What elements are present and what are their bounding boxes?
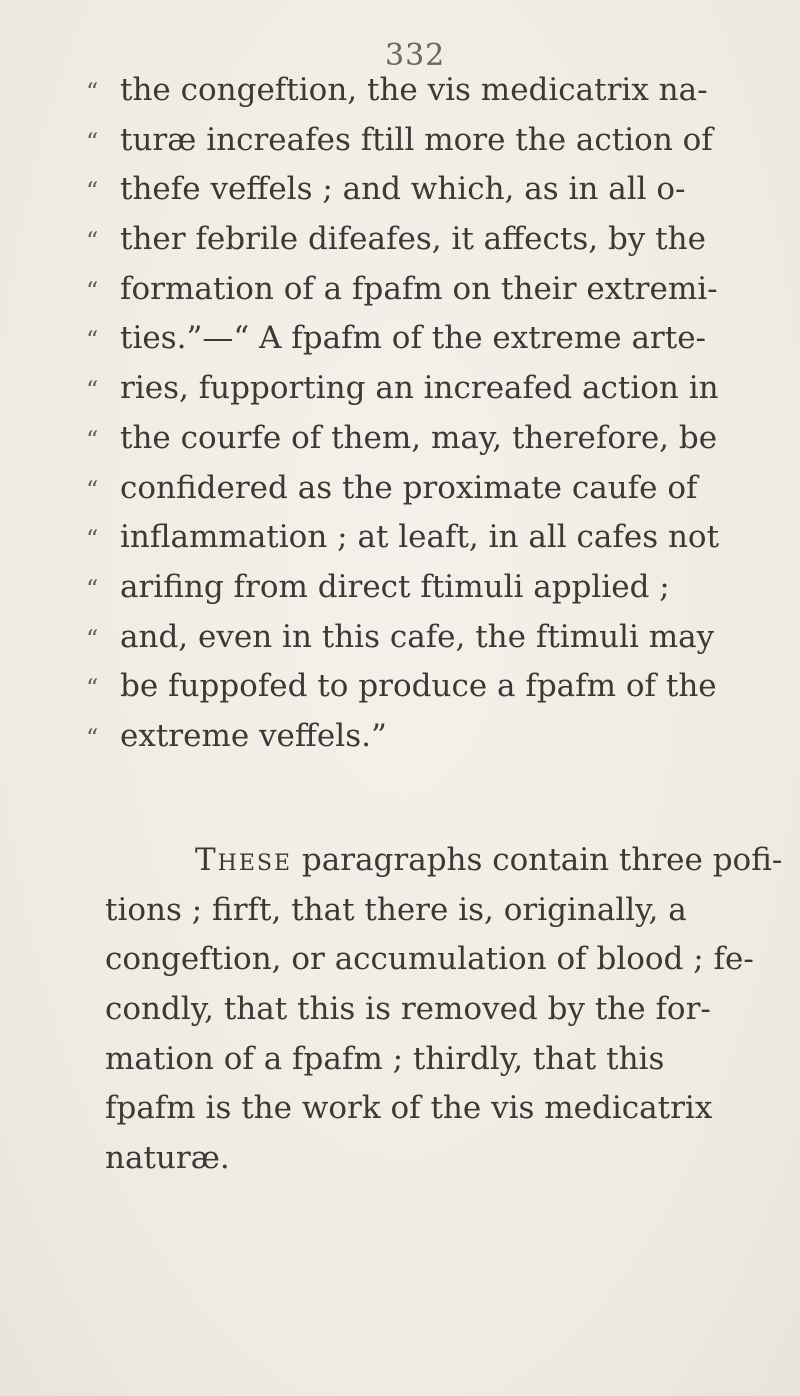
quote-mark: “ — [86, 227, 99, 256]
quote-mark: “ — [86, 127, 99, 156]
quote-line: “ ries, fupporting an increafed action in — [86, 364, 776, 414]
quote-line: “ ties.”—“ A fpafm of the extreme arte- — [86, 314, 776, 364]
quote-line: “ confidered as the proximate caufe of — [86, 464, 776, 514]
lead-word: These — [195, 842, 293, 878]
quote-line: “ be fuppofed to produce a fpafm of the — [86, 662, 776, 712]
quote-mark: “ — [86, 425, 99, 454]
quote-mark: “ — [86, 574, 99, 603]
quote-line: “ and, even in this cafe, the ftimuli may — [86, 613, 776, 663]
page-number: 332 — [385, 38, 446, 73]
quote-mark: “ — [86, 723, 99, 752]
quote-mark: “ — [86, 78, 99, 106]
quote-mark: “ — [86, 276, 99, 305]
quote-line: “ the courfe of them, may, therefore, be — [86, 414, 776, 464]
body-paragraph — [105, 836, 783, 1184]
quote-line: “ inflammation ; at leaft, in all cafes not — [86, 513, 776, 563]
quote-line: “ the congeftion, the vis medicatrix na- — [86, 66, 776, 116]
quote-mark: “ — [86, 674, 99, 703]
paragraph-line: fpafm is the work of the vis medicatrix — [105, 1090, 713, 1127]
paragraph-line: naturæ. — [105, 1140, 230, 1177]
quote-mark: “ — [86, 624, 99, 653]
quote-line: “ turæ increafes ftill more the action of — [86, 116, 776, 166]
quote-line: “ formation of a fpafm on their extremi- — [86, 265, 776, 315]
paragraph-line: These paragraphs contain three pofi- — [195, 842, 783, 878]
paragraph-line: condly, that this is removed by the for- — [105, 991, 711, 1028]
quote-line: “ ther febrile difeafes, it affects, by the — [86, 215, 776, 265]
quoted-passage — [86, 66, 776, 762]
quote-line: “ extreme veffels.” — [86, 712, 776, 762]
paragraph-line: tions ; firft, that there is, originally, a — [105, 891, 687, 928]
paragraph-line: mation of a fpafm ; thirdly, that this — [105, 1040, 665, 1077]
quote-mark: “ — [86, 177, 99, 206]
quote-mark: “ — [86, 326, 99, 355]
quote-mark: “ — [86, 525, 99, 554]
paragraph-line: congeftion, or accumulation of blood ; fe- — [105, 941, 754, 978]
quote-line: “ arifing from direct ftimuli applied ; — [86, 563, 776, 613]
quote-mark: “ — [86, 475, 99, 504]
quote-mark: “ — [86, 376, 99, 405]
quote-line: “ thefe veffels ; and which, as in all o- — [86, 165, 776, 215]
